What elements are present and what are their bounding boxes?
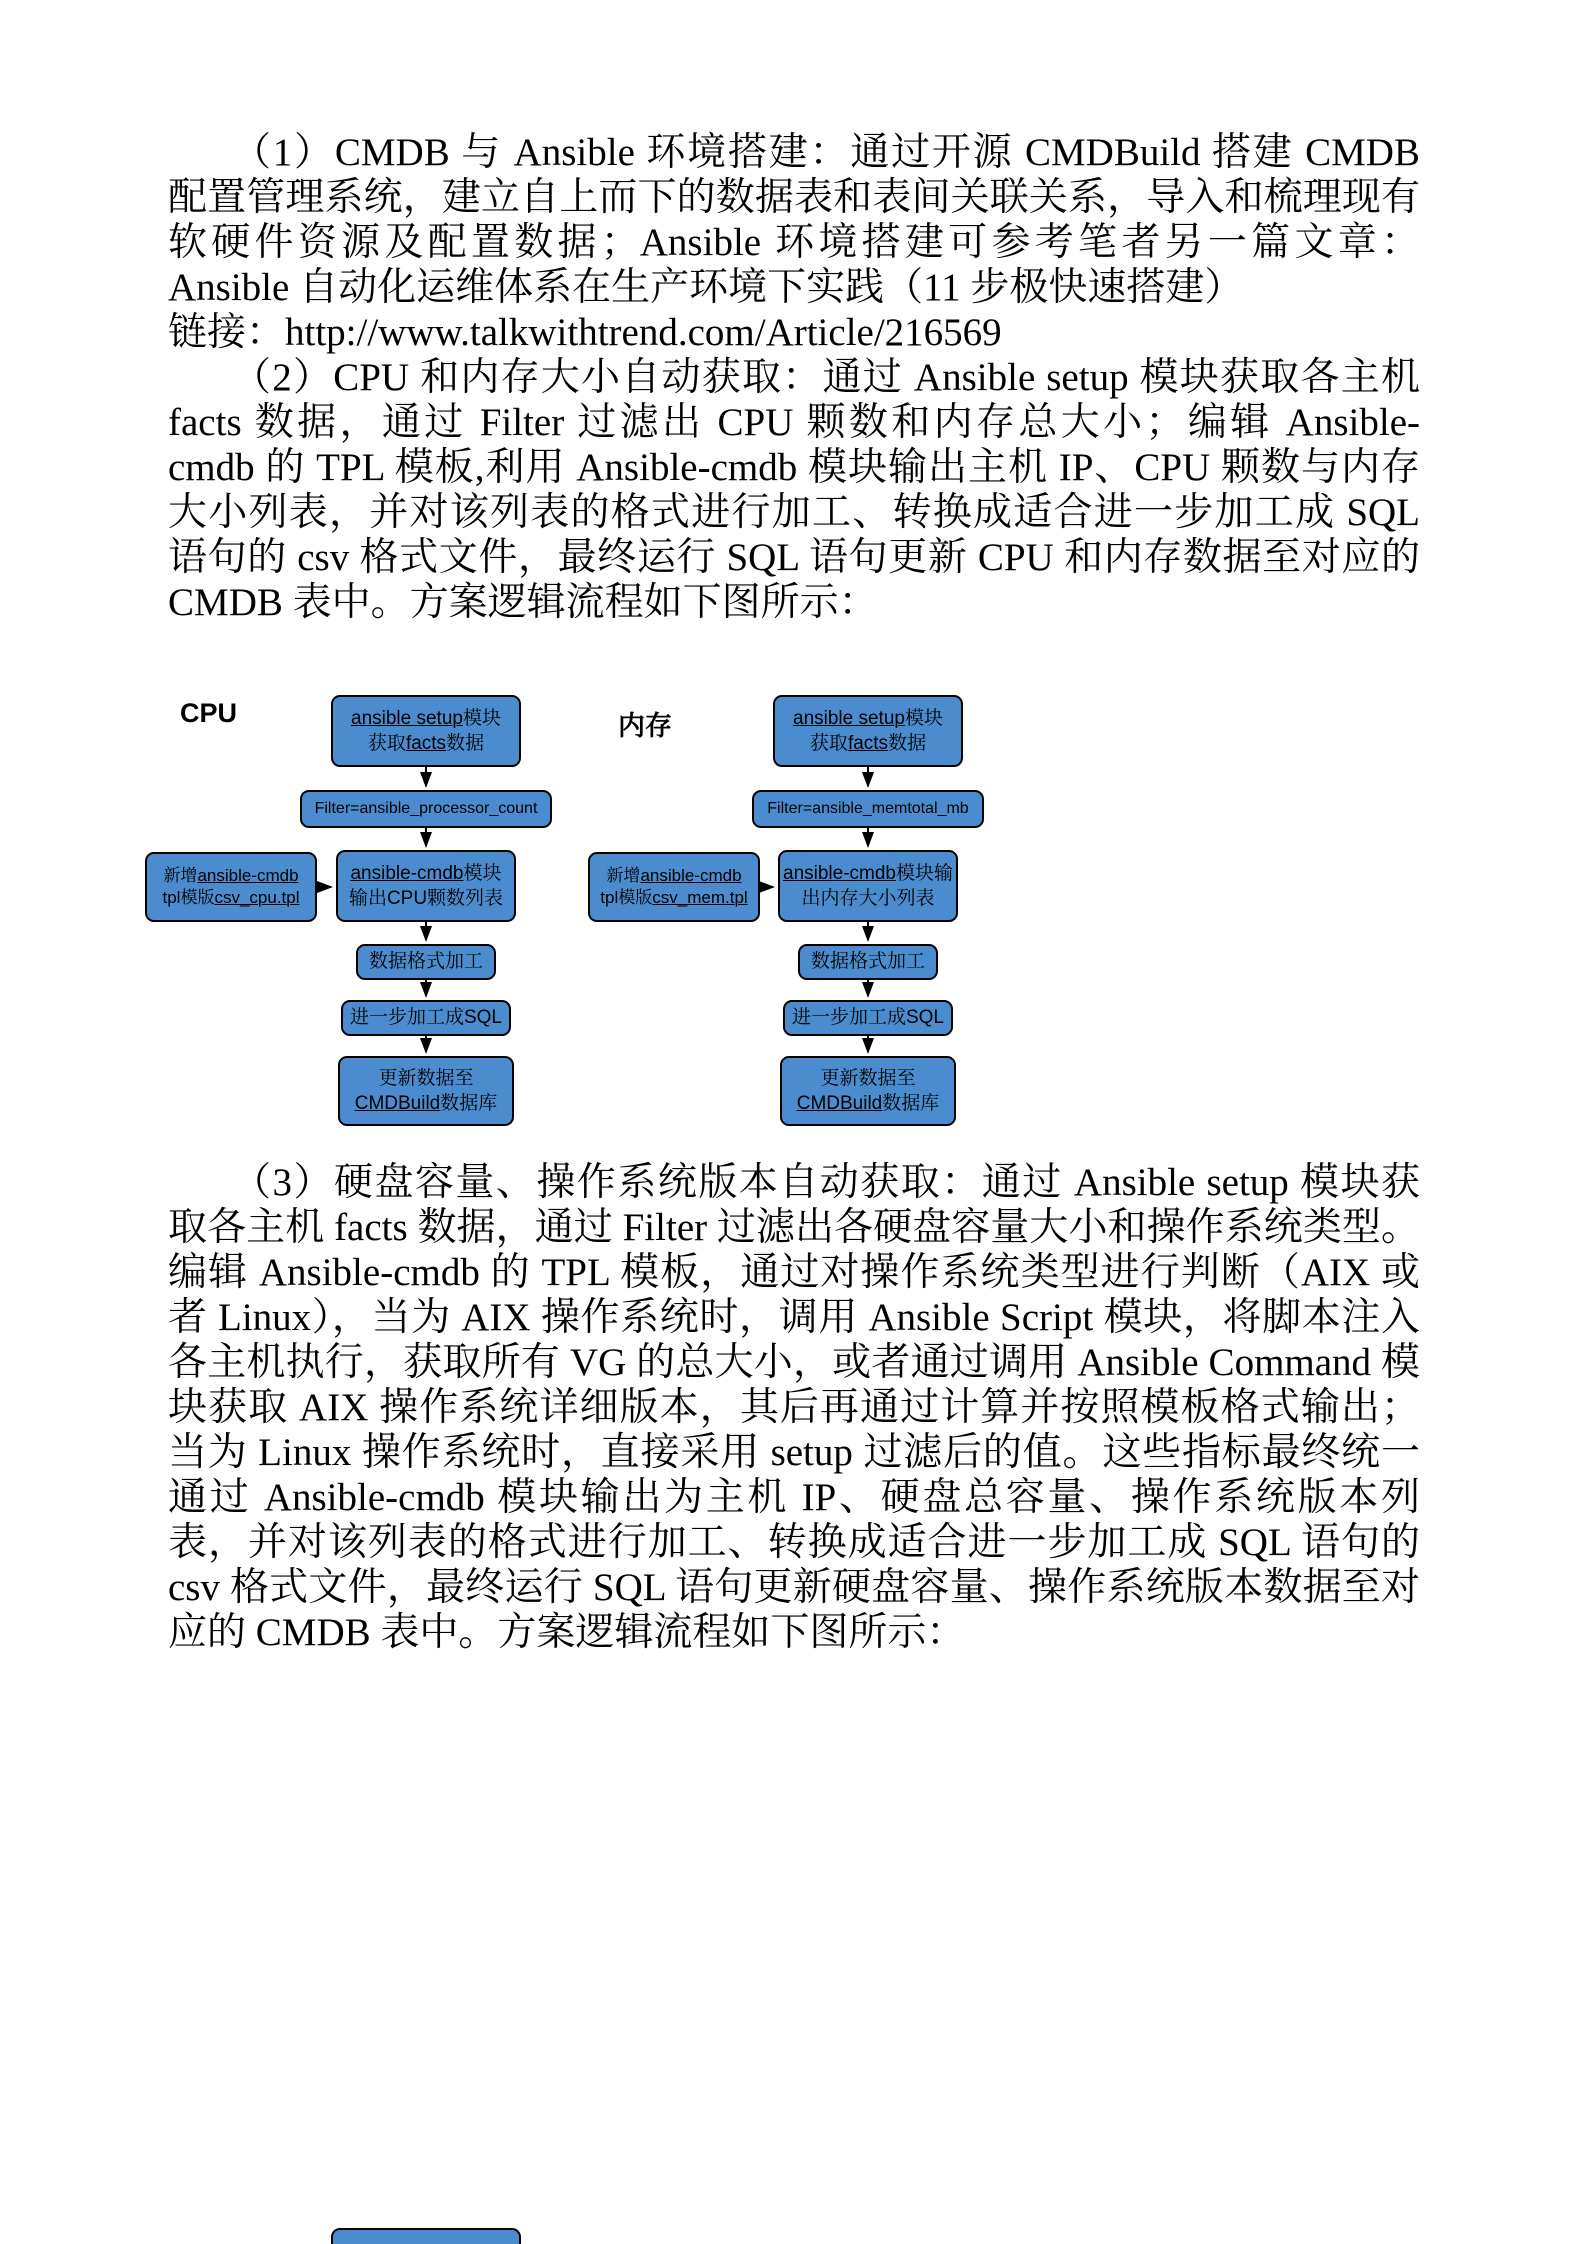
flow-box-cpu-cmdb: ansible-cmdb模块 输出CPU颗数列表 bbox=[336, 850, 516, 922]
flow-box-memory-filter: Filter=ansible_memtotal_mb bbox=[752, 790, 984, 828]
paragraph-2: （2）CPU 和内存大小自动获取：通过 Ansible setup 模块获取各主机 facts 数据，通过 Filter 过滤出 CPU 颗数和内存总大小；编辑 Ansible-cmdb 的 TPL 模板,利用 Ansible-cmdb 模块输出主机 IP、CPU 颗数与内存大小列表，并对该列表的格式进行加工、转换成适合进一步加工成 SQL 语句的 csv 格式文件，最终运行 SQL 语句更新 CPU 和内存数据至对应的 CMDB 表中。方案逻辑流程如下图所示： bbox=[168, 356, 1420, 624]
diagram-label-memory: 内存 bbox=[618, 711, 672, 741]
flow-box-memory-format: 数据格式加工 bbox=[798, 944, 938, 980]
next-diagram-partial-box bbox=[331, 2228, 521, 2244]
flow-box-cpu-update: 更新数据至 CMDBuild数据库 bbox=[338, 1056, 514, 1126]
flow-box-cpu-filter: Filter=ansible_processor_count bbox=[300, 790, 552, 828]
paragraph-3: （3）硬盘容量、操作系统版本自动获取：通过 Ansible setup 模块获取各主机 facts 数据，通过 Filter 过滤出各硬盘容量大小和操作系统类型。编辑 Ansible-cmdb 的 TPL 模板，通过对操作系统类型进行判断（AIX 或者 Linux），当为 AIX 操作系统时，调用 Ansible Script 模块，将脚本注入各主机执行，获取所有 VG 的总大小，或者通过调用 Ansible Command 模块获取 AIX 操作系统详细版本，其后再通过计算并按照模板格式输出；当为 Linux 操作系统时，直接采用 setup 过滤后的值。这些指标最终统一通过 Ansible-cmdb 模块输出为主机 IP、硬盘总容量、操作系统版本列表，并对该列表的格式进行加工、转换成适合进一步加工成 SQL 语句的 csv 格式文件，最终运行 SQL 语句更新硬盘容量、操作系统版本数据至对应的 CMDB 表中。方案逻辑流程如下图所示： bbox=[168, 1161, 1420, 1654]
flow-box-memory-sql: 进一步加工成SQL bbox=[783, 1000, 953, 1036]
paragraph-1: （1）CMDB 与 Ansible 环境搭建：通过开源 CMDBuild 搭建 CMDB 配置管理系统，建立自上而下的数据表和表间关联关系，导入和梳理现有软硬件资源及配置数据；Ansible 环境搭建可参考笔者另一篇文章：Ansible 自动化运维体系在生产环境下实践（11 步极快速搭建） bbox=[168, 131, 1420, 309]
flow-box-memory-side: 新增ansible-cmdb tpl模版csv_mem.tpl bbox=[588, 852, 760, 922]
body-text-bottom bbox=[168, 1160, 1420, 1655]
flow-box-memory-cmdb: ansible-cmdb模块输 出内存大小列表 bbox=[778, 850, 958, 922]
flow-box-cpu-sql: 进一步加工成SQL bbox=[341, 1000, 511, 1036]
flow-box-cpu-setup: ansible setup模块 获取facts数据 bbox=[331, 695, 521, 767]
paragraph-link: 链接：http://www.talkwithtrend.com/Article/216569 bbox=[168, 311, 1002, 354]
diagram-label-cpu: CPU bbox=[180, 698, 238, 728]
flow-box-cpu-side: 新增ansible-cmdb tpl模版csv_cpu.tpl bbox=[145, 852, 317, 922]
flow-box-memory-setup: ansible setup模块 获取facts数据 bbox=[773, 695, 963, 767]
flow-box-memory-update: 更新数据至 CMDBuild数据库 bbox=[780, 1056, 956, 1126]
flow-box-cpu-format: 数据格式加工 bbox=[356, 944, 496, 980]
